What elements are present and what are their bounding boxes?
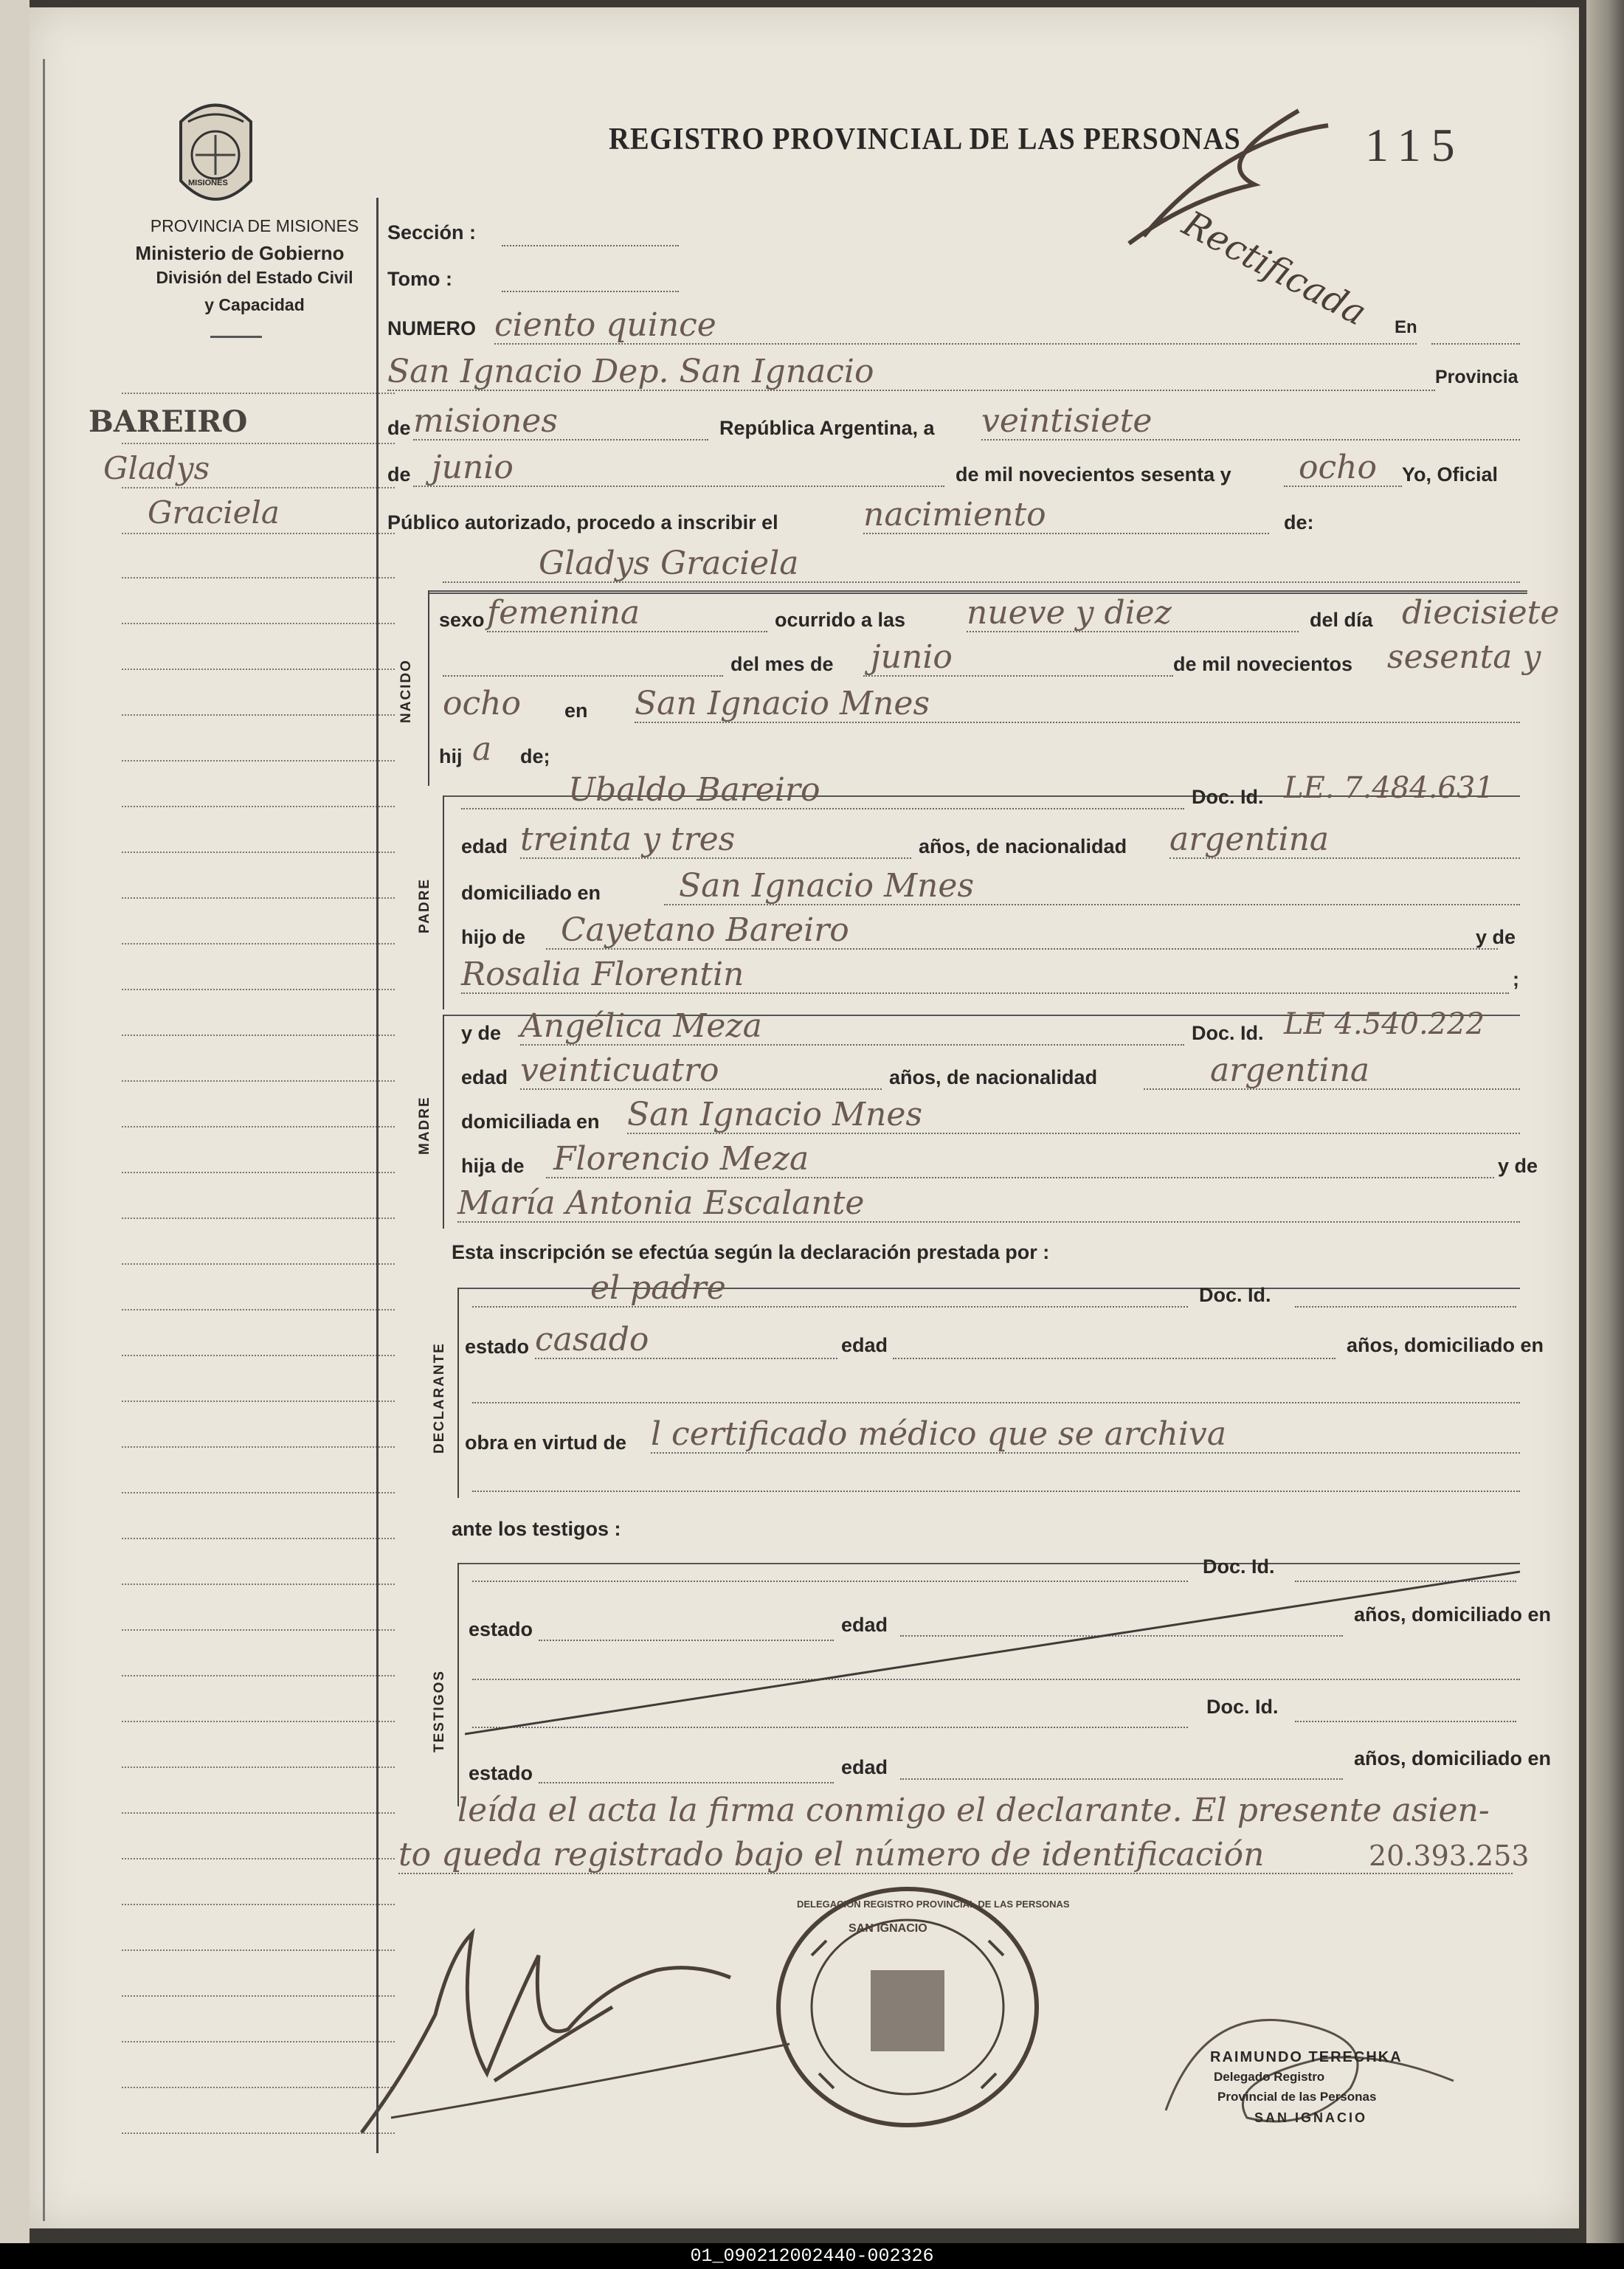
officer-signature-icon: [347, 1911, 804, 2147]
margin-line: [122, 1172, 395, 1173]
declarante-estado-label: estado: [465, 1336, 530, 1358]
margin-line: [122, 1355, 395, 1356]
margin-line: [122, 1675, 395, 1676]
year-value: ocho: [1299, 449, 1377, 486]
agency-division: División del Estado Civil: [156, 268, 353, 287]
declaracion-intro: Esta inscripción se efectúa según la declaración prestada por :: [452, 1241, 1050, 1263]
father-nacionalidad: argentina: [1169, 821, 1330, 858]
sexo-label: sexo: [439, 609, 485, 631]
nacido-bracket: [428, 590, 429, 786]
annotation-stroke-icon: [1122, 96, 1343, 266]
document-page: [30, 7, 1579, 2228]
numero-value: ciento quince: [494, 306, 716, 344]
margin-line: [122, 1401, 395, 1402]
margin-line: [122, 577, 395, 579]
closing-line-2: to queda registrado bajo el número de identificación: [398, 1836, 1265, 1873]
id-number: 20.393.253: [1369, 1840, 1530, 1872]
agency-ministry: Ministerio de Gobierno: [135, 242, 345, 264]
margin-line: [122, 1263, 395, 1265]
del-mes-pre-line: [443, 675, 723, 677]
margin-line: [122, 1538, 395, 1539]
margin-line: [122, 1309, 395, 1310]
father-hijo-de-label: hijo de: [461, 926, 525, 948]
sexo-line: [487, 631, 767, 632]
event-line: [863, 533, 1269, 534]
stamp-title: Delegado Registro: [1214, 2070, 1325, 2084]
seccion-line: [502, 245, 679, 246]
declarante-bracket: [457, 1288, 459, 1498]
obra-line: [651, 1452, 1520, 1454]
closing-line-1: leída el acta la firma conmigo el declarante. El presente asien-: [457, 1792, 1490, 1829]
image-id-footer: 01_090212002440-002326: [0, 2243, 1624, 2269]
mother-domicilio-label: domiciliada en: [461, 1111, 600, 1133]
ocurrido-label: ocurrido a las: [775, 609, 906, 631]
father-edad-line: [520, 857, 911, 859]
obra-line-2: [472, 1491, 1520, 1492]
father-domicilio-label: domiciliado en: [461, 882, 601, 904]
stamp-name: RAIMUNDO TERECHKA: [1210, 2049, 1403, 2065]
hour-line: [967, 631, 1299, 632]
margin-line: [122, 943, 395, 944]
mother-edad-line: [520, 1088, 882, 1090]
mother-father-line: [546, 1177, 1494, 1178]
testigo1-anos-label: años, domiciliado en: [1354, 1603, 1552, 1626]
margin-line: [122, 1035, 395, 1036]
father-mother-line: [461, 992, 1509, 994]
del-dia-label: del día: [1310, 609, 1373, 631]
de-label: de: [387, 417, 411, 439]
mother-name: Angélica Meza: [520, 1007, 762, 1045]
margin-line: [122, 1492, 395, 1493]
margin-line: [122, 393, 395, 394]
father-edad-value: treinta y tres: [520, 821, 736, 858]
del-mes-label: del mes de: [730, 653, 834, 675]
testigo1-estado-label: estado: [469, 1618, 533, 1640]
child-name-line: [443, 581, 1520, 583]
madre-section-label: MADRE: [417, 1096, 432, 1155]
declarante-edad-line: [893, 1358, 1336, 1359]
seccion-label: Sección :: [387, 221, 477, 244]
margin-line: [122, 806, 395, 807]
event-value: nacimiento: [863, 496, 1046, 533]
margin-line: [122, 1766, 395, 1768]
publico-label: Público autorizado, procedo a inscribir el: [387, 511, 778, 533]
en-label-2: en: [564, 700, 588, 722]
margin-line: [122, 1218, 395, 1219]
seal-label: MISIONES: [188, 179, 228, 187]
mother-anos-label: años, de nacionalidad: [889, 1066, 1098, 1088]
stamp-office: Provincial de las Personas: [1217, 2090, 1377, 2104]
seal-city-text: SAN IGNACIO: [849, 1922, 927, 1935]
birth-place-value: San Ignacio Mnes: [635, 685, 930, 722]
mother-mother-name: María Antonia Escalante: [457, 1184, 865, 1222]
province-line: [413, 439, 708, 441]
mother-edad-label: edad: [461, 1066, 508, 1088]
father-doc-value: LE. 7.484.631: [1284, 771, 1494, 805]
mother-name-line: [520, 1044, 1184, 1046]
father-mother-name: Rosalia Florentin: [461, 956, 744, 993]
tomo-label: Tomo :: [387, 268, 452, 290]
closing-line-rule: [398, 1873, 1513, 1874]
father-edad-label: edad: [461, 835, 508, 857]
page-left-border: [43, 59, 54, 2221]
margin-line: [122, 989, 395, 990]
mother-doc-label: Doc. Id.: [1192, 1022, 1264, 1044]
declarante-anos-label: años, domiciliado en: [1347, 1334, 1544, 1356]
official-seal-icon: [767, 1882, 1048, 2132]
testigo1-edad-label: edad: [841, 1614, 888, 1636]
margin-line: [122, 1584, 395, 1585]
testigo1-doc-label: Doc. Id.: [1203, 1555, 1275, 1578]
mother-y-de-label: y de: [461, 1022, 502, 1044]
mil-novecientos-label: de mil novecientos: [1173, 653, 1353, 675]
birth-day-value: diecisiete: [1402, 594, 1560, 632]
testigo2-estado-label: estado: [469, 1762, 533, 1784]
birth-month-line: [863, 675, 1173, 677]
year-line: [1284, 486, 1402, 487]
de-colon-label: de:: [1284, 511, 1314, 533]
province-value: misiones: [413, 402, 558, 440]
father-semicolon: ;: [1513, 968, 1519, 990]
republica-label: República Argentina, a: [719, 417, 935, 439]
testigo2-anos-label: años, domiciliado en: [1354, 1747, 1552, 1769]
padre-bracket: [443, 795, 444, 1009]
mother-edad-value: veinticuatro: [520, 1051, 719, 1089]
seal-ring-text: DELEGACION REGISTRO PROVINCIAL DE LAS PERSONAS: [797, 1899, 1070, 1910]
mother-domicilio-line: [627, 1133, 1520, 1134]
declarante-section-label: DECLARANTE: [432, 1342, 447, 1454]
year-label: de mil novecientos sesenta y: [956, 463, 1231, 486]
father-father-line: [546, 948, 1498, 950]
testigo2-edad-label: edad: [841, 1756, 888, 1778]
mother-doc-value: LE 4.540.222: [1284, 1007, 1485, 1041]
margin-line: [122, 760, 395, 761]
margin-line: [122, 487, 395, 488]
margin-surname: BAREIRO: [89, 404, 248, 439]
obra-value: l certificado médico que se archiva: [651, 1415, 1227, 1453]
margin-line: [122, 443, 395, 444]
column-divider: [376, 198, 379, 2153]
father-nacionalidad-line: [1169, 857, 1520, 859]
agency-divider: [210, 336, 262, 338]
de-label-2: de: [387, 463, 411, 486]
declarante-doc-label: Doc. Id.: [1199, 1284, 1271, 1306]
testigo2-edad-line: [900, 1778, 1343, 1780]
birth-place-line: [635, 722, 1520, 723]
agency-division-2: y Capacidad: [204, 295, 305, 314]
tomo-line: [502, 291, 679, 292]
margin-line: [122, 669, 395, 670]
testigo2-doc-label: Doc. Id.: [1206, 1696, 1279, 1718]
mother-nacionalidad-line: [1144, 1088, 1520, 1090]
declarante-estado-line: [535, 1358, 837, 1359]
father-y-de-label: y de: [1476, 926, 1516, 948]
margin-line: [122, 533, 395, 534]
mother-father-name: Florencio Meza: [553, 1140, 809, 1178]
declarante-estado-value: casado: [535, 1321, 649, 1358]
declarante-name-line: [472, 1306, 1188, 1308]
margin-line: [122, 1721, 395, 1722]
testigo2-estado-line: [539, 1782, 834, 1783]
margin-line: [122, 1629, 395, 1631]
day-value: veintisiete: [981, 402, 1153, 440]
month-line: [413, 486, 944, 487]
mother-hija-de-label: hija de: [461, 1155, 525, 1177]
declarante-domicilio-line: [472, 1402, 1520, 1403]
en-label: En: [1395, 317, 1417, 337]
month-value: junio: [432, 449, 514, 486]
place-line: [387, 390, 1435, 391]
agency-province: PROVINCIA DE MISIONES: [150, 216, 359, 235]
mother-domicilio-value: San Ignacio Mnes: [627, 1096, 923, 1133]
birth-year-value: sesenta y: [1387, 638, 1541, 676]
margin-line: [122, 1126, 395, 1127]
declarante-edad-label: edad: [841, 1334, 888, 1356]
margin-line: [122, 1904, 395, 1905]
margin-line: [122, 852, 395, 853]
coat-of-arms-icon: [166, 92, 266, 214]
margin-line: [122, 897, 395, 899]
hour-value: nueve y diez: [967, 594, 1172, 632]
father-anos-label: años, de nacionalidad: [919, 835, 1127, 857]
en-line: [1431, 343, 1520, 345]
obra-label: obra en virtud de: [465, 1431, 627, 1454]
hij-label: hij: [439, 745, 463, 767]
child-name: Gladys Graciela: [539, 545, 799, 582]
sexo-value: femenina: [487, 594, 640, 632]
stamp-city: SAN IGNACIO: [1254, 2110, 1368, 2125]
birth-year-value-2: ocho: [443, 685, 521, 722]
margin-given-2: Graciela: [148, 494, 280, 531]
act-number: 115: [1365, 119, 1465, 171]
rectificada-annotation: Rectificada: [1175, 203, 1373, 334]
document-title: REGISTRO PROVINCIAL DE LAS PERSONAS: [609, 122, 1241, 156]
margin-line: [122, 714, 395, 716]
testigos-bracket: [457, 1563, 459, 1806]
margin-given-1: Gladys: [103, 450, 210, 486]
testigos-section-label: TESTIGOS: [432, 1669, 447, 1752]
margin-line: [122, 1080, 395, 1082]
margin-line: [122, 623, 395, 624]
hij-value: a: [472, 731, 492, 768]
testigos-cancel-line-icon: [465, 1568, 1527, 1738]
father-domicilio-line: [664, 904, 1520, 905]
declarante-name: el padre: [590, 1269, 726, 1307]
numero-label: NUMERO: [387, 317, 476, 339]
padre-section-label: PADRE: [417, 877, 432, 933]
father-name-line: [461, 808, 1184, 809]
de-semicolon-label: de;: [520, 745, 550, 767]
numero-line: [494, 343, 1417, 345]
margin-line: [122, 1446, 395, 1448]
testigos-intro: ante los testigos :: [452, 1518, 621, 1540]
birth-month-value: junio: [871, 638, 953, 676]
yo-oficial-label: Yo, Oficial: [1402, 463, 1499, 486]
provincia-label: Provincia: [1435, 367, 1518, 387]
father-name: Ubaldo Bareiro: [568, 771, 820, 809]
father-doc-label: Doc. Id.: [1192, 786, 1264, 808]
declarante-doc-line: [1295, 1306, 1516, 1308]
mother-y-de-label-2: y de: [1498, 1155, 1538, 1177]
margin-line: [122, 1858, 395, 1859]
testigos-top-rule: [457, 1563, 1520, 1564]
margin-line: [122, 1812, 395, 1814]
father-domicilio-value: San Ignacio Mnes: [679, 867, 975, 905]
place-value: San Ignacio Dep. San Ignacio: [387, 353, 874, 390]
mother-nacionalidad: argentina: [1210, 1051, 1370, 1089]
book-spine-edge: [1586, 0, 1624, 2243]
mother-mother-line: [457, 1221, 1520, 1223]
left-page-edge: [0, 0, 30, 2243]
father-father-name: Cayetano Bareiro: [561, 911, 849, 949]
nacido-section-label: NACIDO: [398, 659, 414, 723]
day-line: [981, 439, 1520, 441]
madre-bracket: [443, 1015, 444, 1229]
